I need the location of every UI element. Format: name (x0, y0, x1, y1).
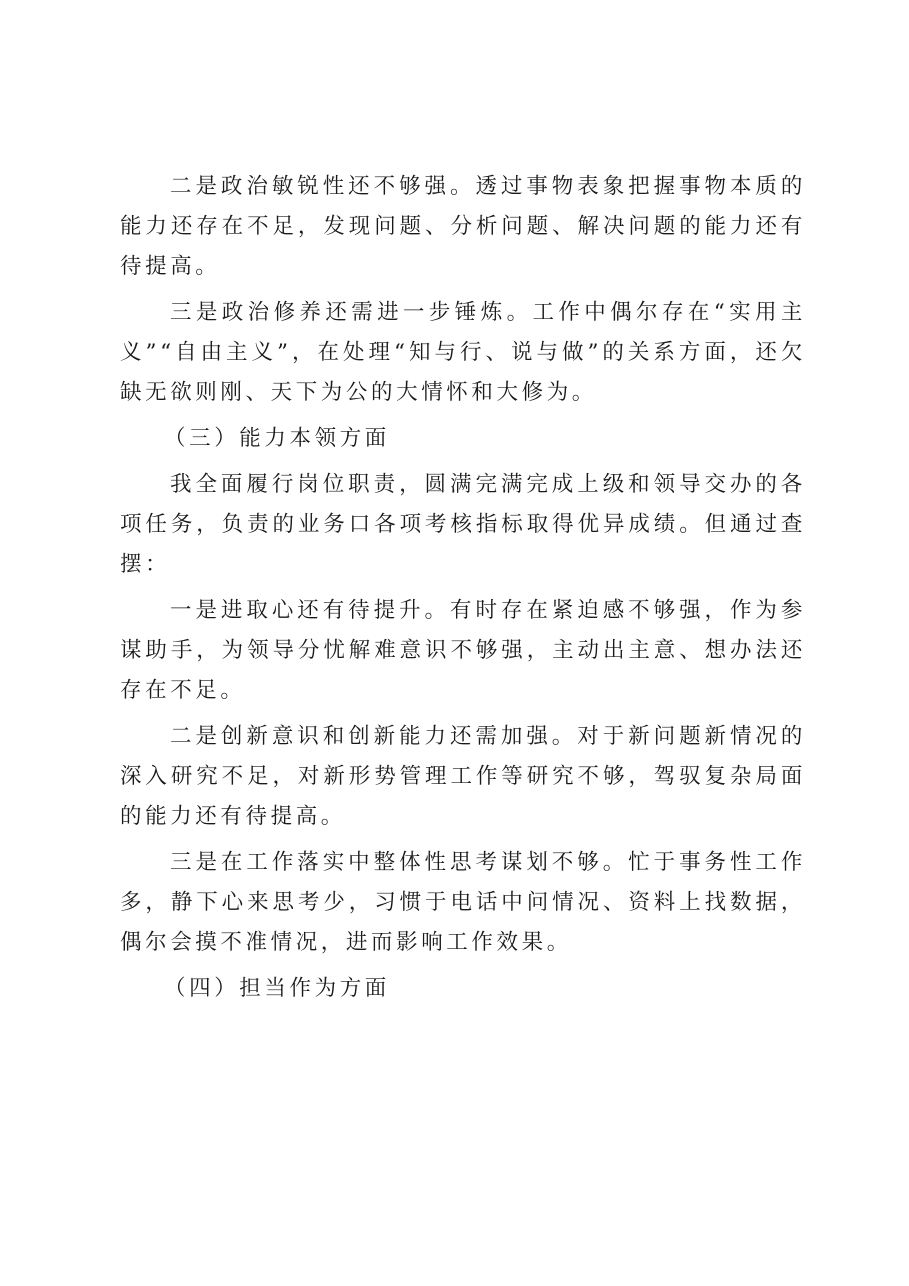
document-body (120, 167, 806, 1015)
paragraph-enterprising-spirit: 一是进取心还有待提升。有时存在紧迫感不够强，作为参谋助手，为领导分忧解难意识不够强，主动出主意、想办法还存在不足。 (120, 598, 806, 703)
paragraph-innovation: 二是创新意识和创新能力还需加强。对于新问题新情况的深入研究不足，对新形势管理工作等研究不够，驾驭复杂局面的能力还有待提高。 (120, 724, 806, 829)
section-heading-responsibility: （四）担当作为方面 (164, 976, 390, 1001)
section-heading-ability: （三）能力本领方面 (164, 426, 390, 451)
paragraph-political-cultivation: 三是政治修养还需进一步锤炼。工作中偶尔存在“实用主义”“自由主义”，在处理“知与行、说与做”的关系方面，还欠缺无欲则刚、天下为公的大情怀和大修为。 (120, 300, 806, 405)
paragraph-work-implementation: 三是在工作落实中整体性思考谋划不够。忙于事务性工作多，静下心来思考少，习惯于电话中问情况、资料上找数据，偶尔会摸不准情况，进而影响工作效果。 (120, 850, 806, 955)
paragraph-duty-performance: 我全面履行岗位职责，圆满完满完成上级和领导交办的各项任务，负责的业务口各项考核指标取得优异成绩。但通过查摆： (120, 472, 806, 577)
paragraph-political-sensitivity: 二是政治敏锐性还不够强。透过事物表象把握事物本质的能力还存在不足，发现问题、分析问题、解决问题的能力还有待提高。 (120, 174, 806, 279)
